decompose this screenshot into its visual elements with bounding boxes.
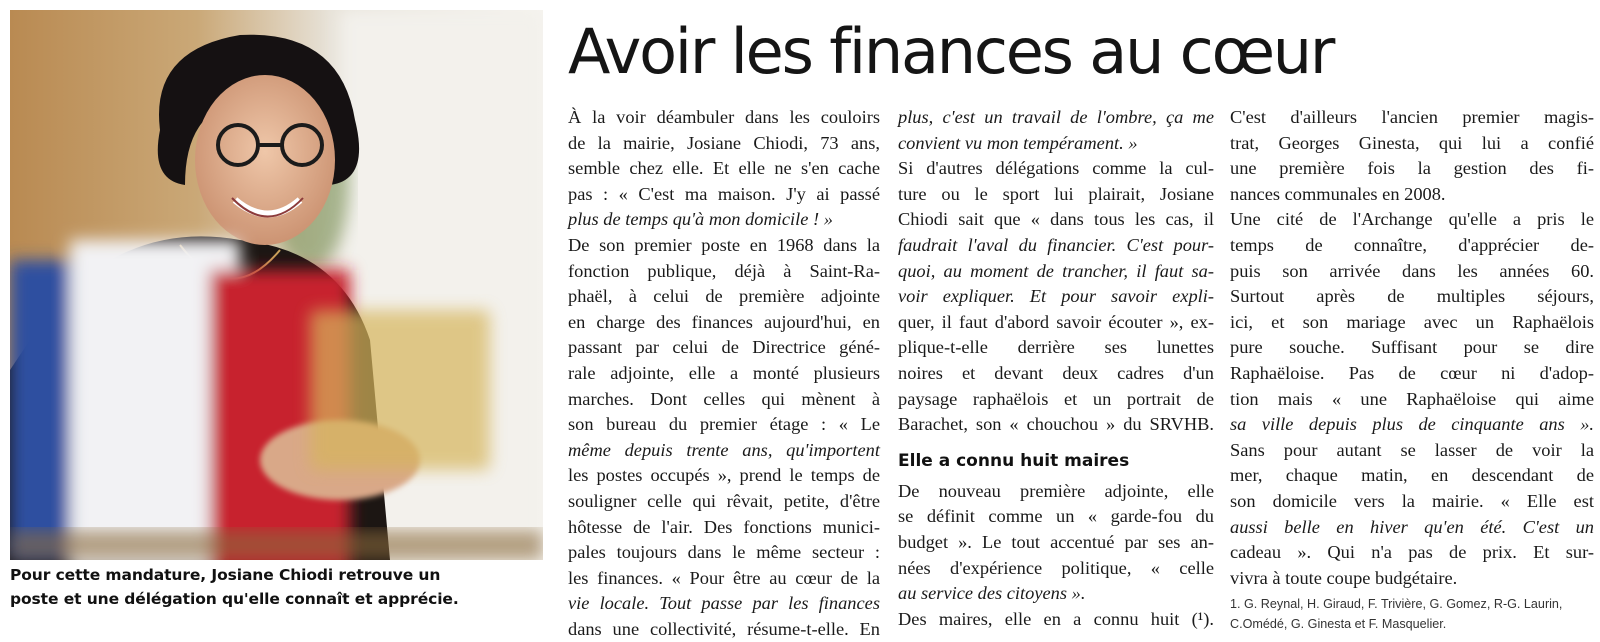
text-line: hôtesse de l'air. Des fonctions munici- — [568, 516, 880, 537]
text-line: Barachet, son « chouchou » du SRVHB. — [898, 414, 1214, 435]
section-subheading: Elle a connu huit maires — [898, 450, 1130, 471]
text-line: puis son arrivée dans les années 60. — [1230, 260, 1594, 281]
text-line: trat, Georges Ginesta, qui lui a confié — [1230, 132, 1594, 153]
footnote-line: C.Omédé, G. Ginesta et F. Masquelier. — [1230, 617, 1447, 632]
text-line: Chiodi sait que « dans tous les cas, il — [898, 209, 1214, 230]
text-line: Surtout après de multiples séjours, — [1230, 286, 1594, 307]
text-line: Des maires, elle en a connu huit (¹). — [898, 608, 1214, 629]
text-line: pas : « C'est ma maison. J'y ai passé — [568, 183, 880, 204]
text-line: De son premier poste en 1968 dans la — [568, 234, 880, 255]
text-line: ture ou le sport lui plairait, Josiane — [898, 183, 1214, 204]
footnote — [1230, 594, 1594, 634]
text-line: budget ». Le tout accentué par ses an- — [898, 531, 1214, 552]
text-line: en charge des finances aujourd'hui, en — [568, 311, 880, 332]
text-line: faudrait l'aval du financier. C'est pour- — [898, 234, 1214, 255]
text-line: au service des citoyens ». — [898, 583, 1086, 604]
text-line: aussi belle en hiver qu'en été. C'est un — [1230, 516, 1594, 537]
text-line: Raphaëloise. Pas de cœur ni d'adop- — [1230, 362, 1594, 383]
text-line: souligner celle qui rêvait, petite, d'être — [568, 490, 880, 511]
text-line: son domicile vers la mairie. « Elle est — [1230, 490, 1594, 511]
photo-caption — [10, 563, 545, 611]
text-line: De nouveau première adjointe, elle — [898, 480, 1214, 501]
text-line: Si d'autres délégations comme la cul- — [898, 158, 1214, 179]
text-line: voir expliquer. Et pour savoir expli- — [898, 286, 1214, 307]
text-line: tion mais « une Raphaëloise qui aime — [1230, 388, 1594, 409]
article-headline: Avoir les finances au cœur — [568, 15, 1334, 88]
text-line: C'est d'ailleurs l'ancien premier magis- — [1230, 107, 1594, 127]
text-line: temps de connaître, d'apprécier de- — [1230, 234, 1594, 255]
text-line: paysage raphaëlois et un portrait de — [898, 388, 1214, 409]
footnote-line: 1. G. Reynal, H. Giraud, F. Trivière, G. Gomez, R-G. Laurin, — [1230, 597, 1563, 612]
text-line: quer, il faut d'abord savoir écouter », ex- — [898, 311, 1214, 332]
text-line: fonction publique, déjà à Saint-Ra- — [568, 260, 880, 281]
article-column-1 — [568, 105, 880, 642]
text-line: nances communales en 2008. — [1230, 183, 1446, 204]
text-line: pure souche. Suffisant pour se dire — [1230, 337, 1594, 358]
text-line: plique-t-elle derrière ses lunettes — [898, 337, 1214, 358]
article-column-2 — [898, 105, 1214, 632]
caption-line: Pour cette mandature, Josiane Chiodi retrouve un — [10, 566, 441, 584]
text-line: une première fois la gestion des fi- — [1230, 158, 1594, 179]
text-line: pales toujours dans le même secteur : — [568, 542, 880, 563]
text-line: noires et devant deux cadres d'un — [898, 362, 1214, 383]
text-line: vivra à toute coupe budgétaire. — [1230, 567, 1458, 588]
text-line: convient vu mon tempérament. » — [898, 132, 1138, 153]
caption-line: poste et une délégation qu'elle connaît et apprécie. — [10, 590, 459, 608]
text-line: son bureau du premier étage : « Le — [568, 414, 880, 435]
text-line: dans une collectivité, résume-t-elle. En — [568, 618, 880, 639]
text-line: nées d'expérience politique, « celle — [898, 557, 1214, 578]
text-line: plus de temps qu'à mon domicile ! » — [568, 209, 833, 230]
article-photo — [10, 10, 543, 560]
text-line: semble chez elle. Et elle ne s'en cache — [568, 158, 880, 179]
text-line: de la mairie, Josiane Chiodi, 73 ans, — [568, 132, 880, 153]
article-column-3 — [1230, 105, 1594, 634]
text-line: se définit comme un « garde-fou du — [898, 506, 1214, 527]
text-line: ici, et son mariage avec un Raphaëlois — [1230, 311, 1594, 332]
text-line: sa ville depuis plus de cinquante ans ». — [1230, 414, 1594, 435]
text-line: À la voir déambuler dans les couloirs — [568, 107, 880, 127]
text-line: plus, c'est un travail de l'ombre, ça me — [898, 107, 1214, 127]
text-line: phaël, à celui de première adjointe — [568, 286, 880, 307]
text-line: cadeau ». Qui n'a pas de prix. Et sur- — [1230, 542, 1594, 563]
text-line: Sans pour autant se lasser de voir la — [1230, 439, 1594, 460]
text-line: passant par celui de Directrice géné- — [568, 337, 880, 358]
text-line: vie locale. Tout passe par les finances — [568, 593, 880, 614]
text-line: même depuis trente ans, qu'importent — [568, 439, 880, 460]
text-line: les finances. « Pour être au cœur de la — [568, 567, 880, 588]
text-line: Une cité de l'Archange qu'elle a pris le — [1230, 209, 1594, 230]
text-line: les postes occupés », prend le temps de — [568, 465, 880, 486]
portrait-photo-illustration — [10, 10, 543, 560]
text-line: rale adjointe, elle a monté plusieurs — [568, 362, 880, 383]
text-line: quoi, au moment de trancher, il faut sa- — [898, 260, 1214, 281]
text-line: marches. Dont celles qui mènent à — [568, 388, 880, 409]
text-line: mer, chaque matin, en descendant de — [1230, 465, 1594, 486]
